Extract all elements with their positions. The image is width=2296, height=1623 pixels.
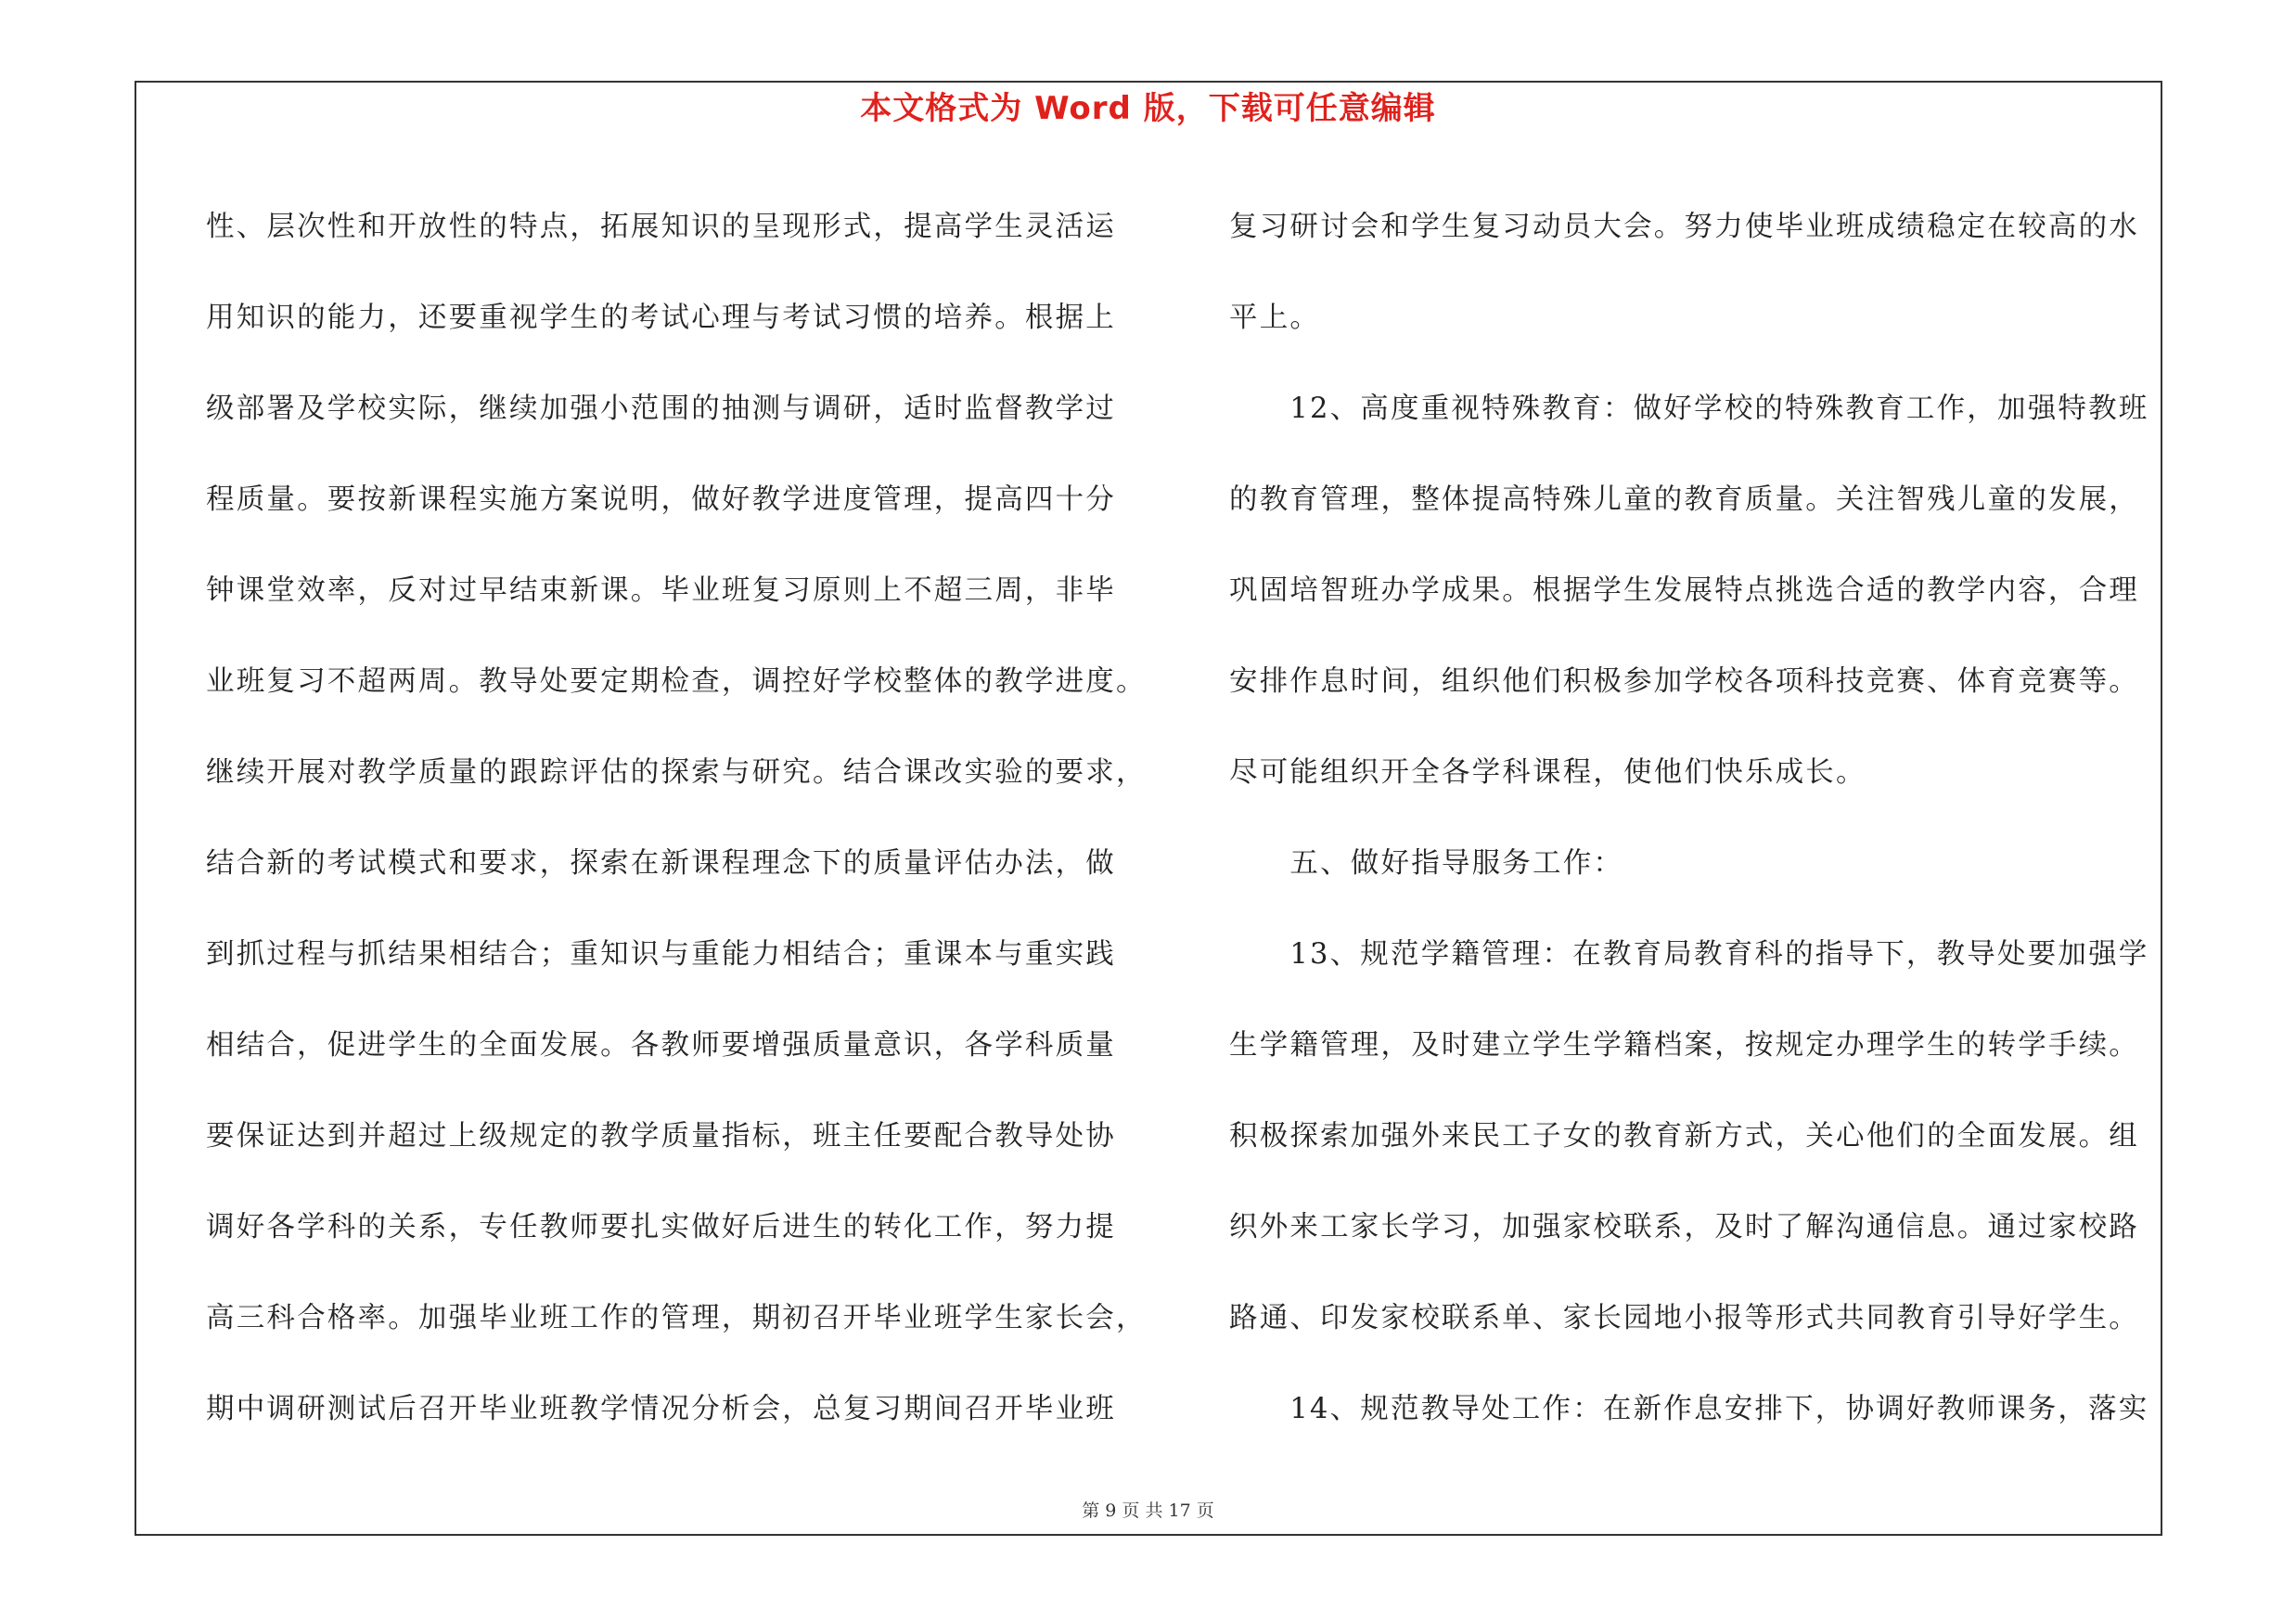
text-line: 调好各学科的关系，专任教师要扎实做好后进生的转化工作，努力提	[206, 1211, 1116, 1243]
text-line: 相结合，促进学生的全面发展。各教师要增强质量意识，各学科质量	[206, 1029, 1116, 1062]
text-line: 期中调研测试后召开毕业班教学情况分析会，总复习期间召开毕业班	[206, 1393, 1116, 1425]
left-text-column	[206, 182, 1147, 1455]
text-line: 巩固培智班办学成果。根据学生发展特点挑选合适的教学内容，合理	[1229, 574, 2139, 607]
text-line: 平上。	[1229, 302, 1321, 334]
text-line: 13、规范学籍管理：在教育局教育科的指导下，教导处要加强学	[1229, 938, 2149, 971]
text-line: 的教育管理，整体提高特殊儿童的教育质量。关注智残儿童的发展，	[1229, 483, 2139, 516]
text-line: 复习研讨会和学生复习动员大会。努力使毕业班成绩稳定在较高的水	[1229, 211, 2139, 243]
text-line: 积极探索加强外来民工子女的教育新方式，关心他们的全面发展。组	[1229, 1120, 2139, 1153]
text-line: 结合新的考试模式和要求，探索在新课程理念下的质量评估办法，做	[206, 847, 1116, 880]
text-line: 14、规范教导处工作：在新作息安排下，协调好教师课务，落实	[1229, 1393, 2149, 1425]
text-line: 要保证达到并超过上级规定的教学质量指标，班主任要配合教导处协	[206, 1120, 1116, 1153]
text-line: 性、层次性和开放性的特点，拓展知识的呈现形式，提高学生灵活运	[206, 211, 1116, 243]
text-line: 用知识的能力，还要重视学生的考试心理与考试习惯的培养。根据上	[206, 302, 1116, 334]
text-line: 安排作息时间，组织他们积极参加学校各项科技竞赛、体育竞赛等。	[1229, 665, 2139, 698]
text-line: 12、高度重视特殊教育：做好学校的特殊教育工作，加强特教班	[1229, 393, 2149, 425]
text-line: 程质量。要按新课程实施方案说明，做好教学进度管理，提高四十分	[206, 483, 1116, 516]
text-line: 路通、印发家校联系单、家长园地小报等形式共同教育引导好学生。	[1229, 1302, 2139, 1334]
text-line: 织外来工家长学习，加强家校联系，及时了解沟通信息。通过家校路	[1229, 1211, 2139, 1243]
section-heading: 五、做好指导服务工作：	[1229, 847, 1624, 880]
right-text-column	[1229, 182, 2175, 1455]
page-header-notice: 本文格式为 Word 版，下载可任意编辑	[860, 90, 1436, 127]
text-line: 尽可能组织开全各学科课程，使他们快乐成长。	[1229, 756, 1866, 789]
text-line: 钟课堂效率，反对过早结束新课。毕业班复习原则上不超三周，非毕	[206, 574, 1116, 607]
page-number: 第 9 页 共 17 页	[1082, 1501, 1214, 1521]
text-line: 到抓过程与抓结果相结合；重知识与重能力相结合；重课本与重实践	[206, 938, 1116, 971]
text-line: 高三科合格率。加强毕业班工作的管理，期初召开毕业班学生家长会，	[206, 1302, 1147, 1334]
text-line: 生学籍管理，及时建立学生学籍档案，按规定办理学生的转学手续。	[1229, 1029, 2139, 1062]
text-line: 业班复习不超两周。教导处要定期检查，调控好学校整体的教学进度。	[206, 665, 1147, 698]
text-line: 级部署及学校实际，继续加强小范围的抽测与调研，适时监督教学过	[206, 393, 1116, 425]
text-line: 继续开展对教学质量的跟踪评估的探索与研究。结合课改实验的要求，	[206, 756, 1147, 789]
